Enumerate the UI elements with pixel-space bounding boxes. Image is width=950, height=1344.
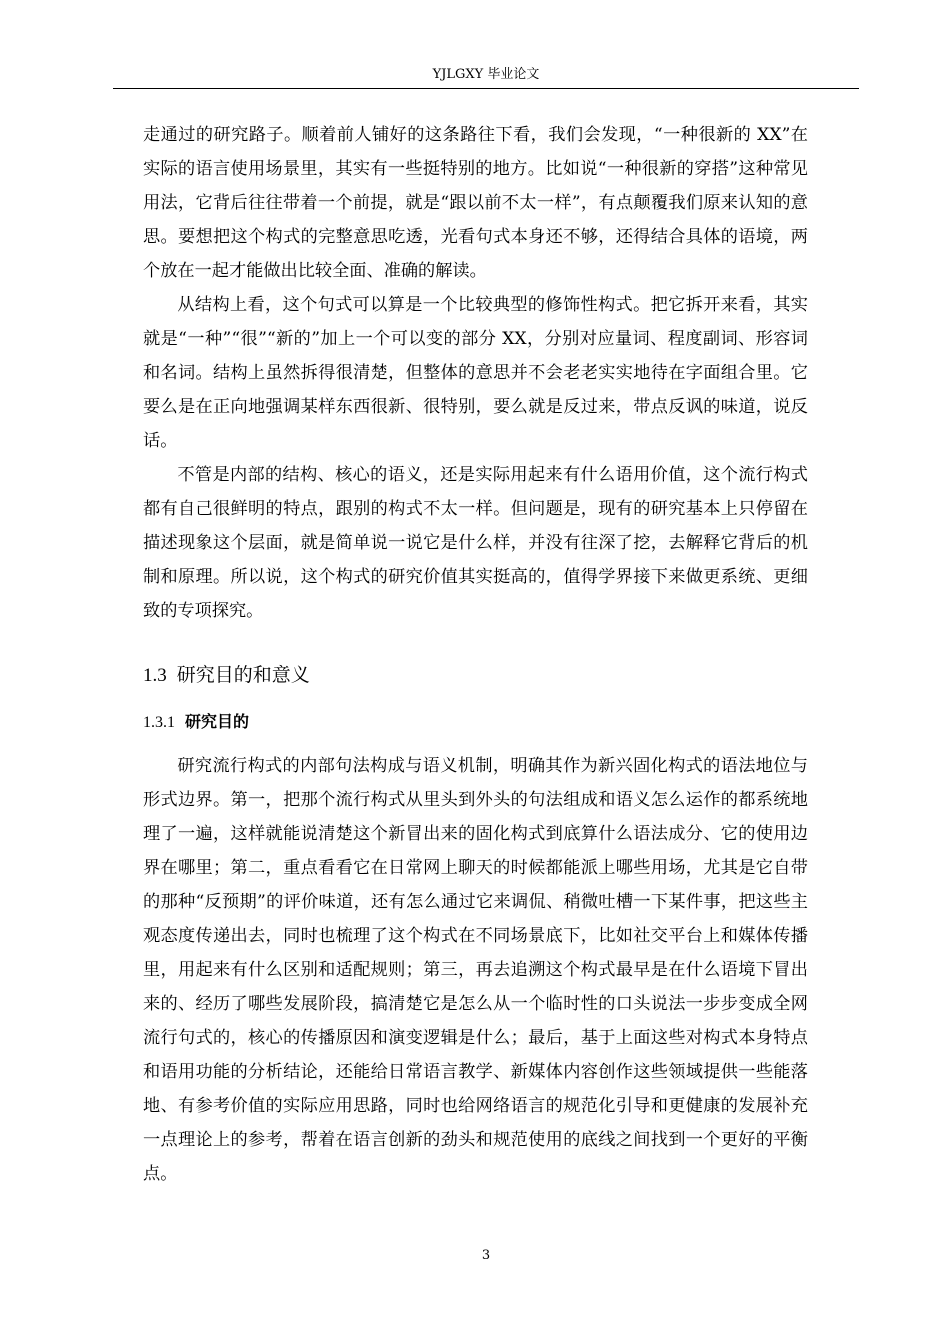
subsection-number: 1.3.1 [143,714,175,731]
section-number: 1.3 [143,665,167,686]
section-title-text: 研究目的和意义 [176,664,310,686]
body-paragraph: 从结构上看，这个句式可以算是一个比较典型的修饰性构式。把它拆开来看，其实就是“一种”“很”“新的”加上一个可以变的部分 XX，分别对应量词、程度副词、形容词和名词。结构上虽然拆得很清楚，但整体的意思并不会老老实实地待在字面组合里。它要么是在正向地强调某样东西很新、很特别，要么就是反过来，带点反讽的味道，说反话。 [143,295,808,451]
section-heading [143,660,808,691]
running-header: YJLGXY 毕业论文 [432,67,540,82]
subsection-title-text: 研究目的 [185,712,250,731]
page-number: 3 [481,1248,491,1263]
body-paragraph: 不管是内部的结构、核心的语义，还是实际用起来有什么语用价值，这个流行构式都有自己很鲜明的特点，跟别的构式不太一样。但问题是，现有的研究基本上只停留在描述现象这个层面，就是简单说一说它是什么样，并没有往深了挖，去解释它背后的机制和原理。所以说，这个构式的研究价值其实挺高的，值得学界接下来做更系统、更细致的专项探究。 [143,465,808,621]
subsection-heading [143,709,808,736]
body-paragraph-continued: 走通过的研究路子。顺着前人铺好的这条路往下看，我们会发现，“一种很新的 XX”在实际的语言使用场景里，其实有一些挺特别的地方。比如说“一种很新的穿搭”这种常见用法，它背后往往带着一个前提，就是“跟以前不太一样”，有点颠覆我们原来认知的意思。要想把这个构式的完整意思吃透，光看句式本身还不够，还得结合具体的语境，两个放在一起才能做出比较全面、准确的解读。 [143,125,808,281]
header-rule [113,88,859,89]
body-content [143,118,808,1191]
body-paragraph-purpose: 研究流行构式的内部句法构成与语义机制，明确其作为新兴固化构式的语法地位与形式边界。第一，把那个流行构式从里头到外头的句法组成和语义怎么运作的都系统地理了一遍，这样就能说清楚这个新冒出来的固化构式到底算什么语法成分、它的使用边界在哪里；第二，重点看看它在日常网上聊天的时候都能派上哪些用场，尤其是它自带的那种“反预期”的评价味道，还有怎么通过它来调侃、稍微吐槽一下某件事，把这些主观态度传递出去，同时也梳理了这个构式在不同场景底下，比如社交平台上和媒体传播里，用起来有什么区别和适配规则；第三，再去追溯这个构式最早是在什么语境下冒出来的、经历了哪些发展阶段，搞清楚它是怎么从一个临时性的口头说法一步步变成全网流行句式的，核心的传播原因和演变逻辑是什么；最后，基于上面这些对构式本身特点和语用功能的分析结论，还能给日常语言教学、新媒体内容创作这些领域提供一些能落地、有参考价值的实际应用思路，同时也给网络语言的规范化引导和更健康的发展补充一点理论上的参考，帮着在语言创新的劲头和规范使用的底线之间找到一个更好的平衡点。 [143,756,808,1184]
